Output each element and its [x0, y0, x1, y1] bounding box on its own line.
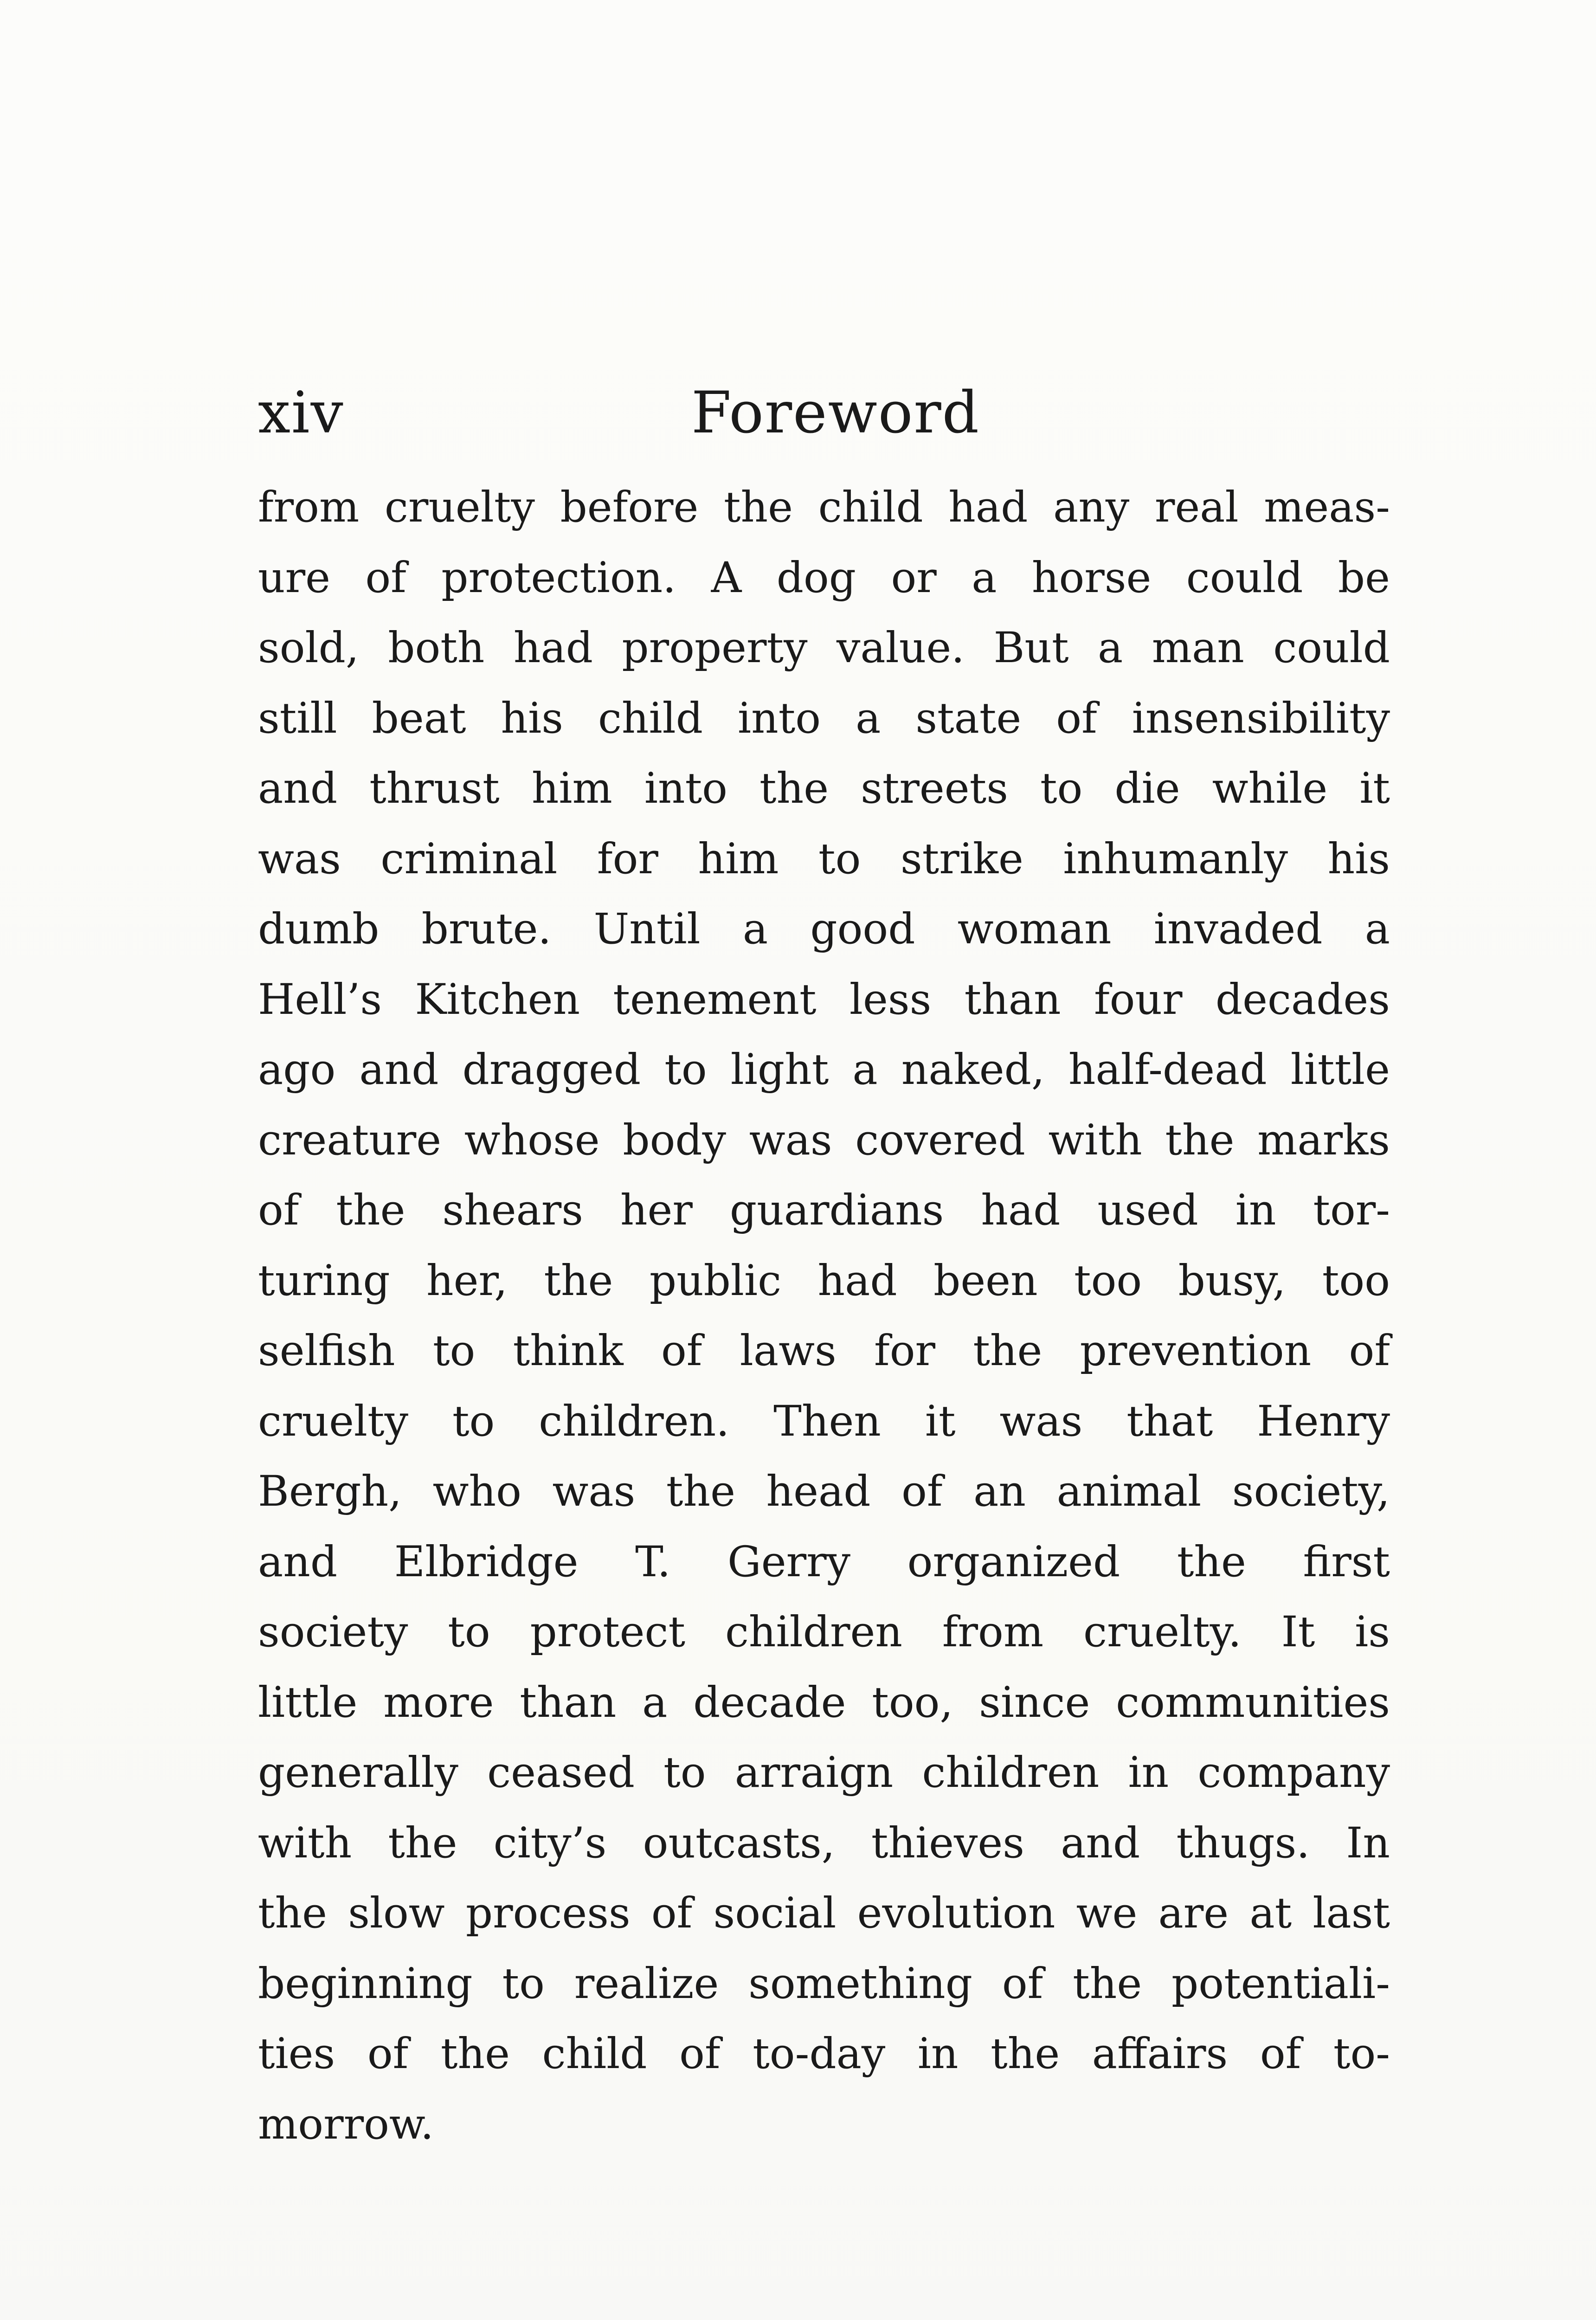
text-line: creature whose body was covered with the marks [258, 1115, 1390, 1165]
text-line: sold, both had property value. But a man could [258, 624, 1390, 672]
text-line: was criminal for him to strike inhumanly his [258, 834, 1390, 883]
text-line: Bergh, who was the head of an animal society, [258, 1467, 1390, 1516]
text-line: selfish to think of laws for the prevention of [258, 1327, 1390, 1375]
page-number: xiv [258, 380, 344, 446]
text-line: ure of protection. A dog or a horse could be [258, 553, 1390, 602]
text-line: dumb brute. Until a good woman invaded a [258, 905, 1390, 954]
text-line: beginning to realize something of the potentiali- [258, 1959, 1390, 2008]
text-line: from cruelty before the child had any real meas- [258, 483, 1390, 532]
text-line-last: morrow. [258, 2100, 434, 2149]
text-line: generally ceased to arraign children in company [258, 1748, 1390, 1797]
page-header [258, 380, 1390, 445]
text-line: with the city’s outcasts, thieves and thugs. In [258, 1818, 1390, 1868]
text-line: turing her, the public had been too busy, too [258, 1256, 1390, 1305]
text-line: and Elbridge T. Gerry organized the first [258, 1537, 1390, 1586]
text-line: little more than a decade too, since communities [258, 1678, 1390, 1727]
text-line: ties of the child of to-day in the affairs of to- [258, 2030, 1390, 2078]
text-line: Hell’s Kitchen tenement less than four decades [258, 975, 1390, 1024]
text-line: the slow process of social evolution we are at last [258, 1889, 1390, 1938]
text-line: and thrust him into the streets to die while it [258, 764, 1390, 813]
text-line: still beat his child into a state of insensibility [258, 694, 1390, 743]
text-line: cruelty to children. Then it was that Henry [258, 1397, 1390, 1446]
body-text [258, 472, 1390, 2159]
text-line: society to protect children from cruelty. It is [258, 1608, 1390, 1656]
text-line: of the shears her guardians had used in tor- [258, 1186, 1390, 1235]
running-title: Foreword [691, 380, 980, 446]
text-line: ago and dragged to light a naked, half-dead little [258, 1045, 1390, 1094]
